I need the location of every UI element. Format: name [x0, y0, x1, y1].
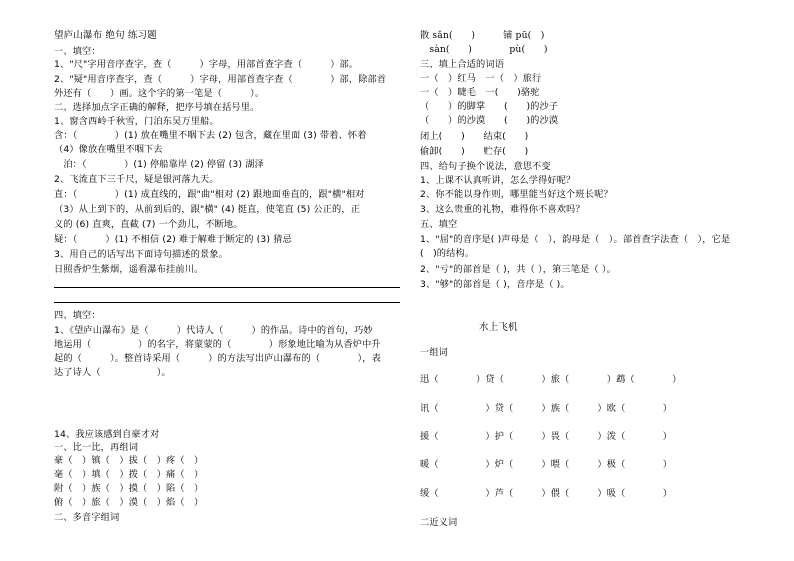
section-heading: 四、给句子换个说法，意思不变	[420, 161, 551, 172]
question-line: 1、《望庐山瀑布》是（ ）代诗人（ ）的作品。诗中的首句，巧妙	[54, 325, 373, 336]
fill-row: 一（ ）红马 一（ ）旅行	[420, 73, 542, 84]
question-line: 2、"亏"的部首是（ )，共（ ），第三笔是（ ）。	[420, 264, 616, 275]
worksheet-title: 望庐山瀑布 绝句 练习题	[54, 30, 157, 41]
word-row: 附（ ）族（ ）摸（ ）陷（ ）	[54, 483, 204, 494]
question-line: 地运用（ ）的名字，将蒙蒙的（ ）形象地比喻为从香炉中升	[54, 339, 381, 350]
word-row: 豪（ ）镇（ ）拔（ ）疼（ ）	[54, 455, 204, 466]
section-heading: 一、填空：	[54, 46, 101, 57]
section-heading: 四、填空：	[54, 310, 101, 321]
sentence-line: 3、这么贵重的礼物，难得你不喜欢吗？	[420, 204, 585, 215]
word-row: 援（ ）护（ ）畏（ ）泼（ ）	[420, 431, 673, 442]
answer-rule	[54, 287, 400, 288]
word-row: 讯（ ）贷（ ）族（ ）欧（ ）	[420, 403, 673, 414]
poem-line: 2、飞流直下三千尺，疑是银河落九天。	[54, 174, 219, 185]
question-line: 3、用自己的话写出下面诗句描述的景象。	[54, 249, 229, 260]
pinyin-row: 散 sǎn( ) 铺 pū( )	[420, 30, 545, 41]
question-line: （3）从上到下的，从前到后的，跟"横" (4) 挺直，使笔直 (5) 公正的，正	[54, 204, 361, 215]
question-line: 直：（ ）(1) 成直线的，跟"曲"相对 (2) 跟地面垂直的，跟"横"相对	[54, 189, 365, 200]
poem-line: 日照香炉生紫烟，遥看瀑布挂前川。	[54, 264, 204, 275]
pinyin-row: sàn( ) pù( )	[420, 44, 548, 55]
section-heading: 二近义词	[420, 517, 458, 528]
question-line: 达了诗人（ ）。	[54, 367, 171, 378]
sentence-line: 1、上课不认真听讲，怎么学得好呢？	[420, 175, 576, 186]
section-heading: 五、填空	[420, 219, 458, 230]
question-line: 义的 (6) 直爽，直截 (7) 一个劲儿，不断地。	[54, 219, 243, 230]
word-row: 缓（ ）芦（ ）偎（ ）吸（ ）	[420, 488, 673, 499]
word-row: 俯（ ）旅（ ）漠（ ）焰（ ）	[54, 497, 204, 508]
fill-row: 偷卸( ) 贮存( )	[420, 146, 529, 157]
question-line: ( )的结构。	[420, 248, 475, 259]
fill-row: 一（ ）睫毛 一( )骆驼	[420, 87, 540, 98]
sentence-line: 2、你不能以身作则，哪里能当好这个班长呢？	[420, 189, 613, 200]
word-row: 暖（ ）炉（ ）喂（ ）极（ ）	[420, 459, 673, 470]
word-row: 毫（ ）填（ ）拨（ ）痛（ ）	[54, 469, 204, 480]
fill-row: 闭上( ) 结束( )	[420, 131, 529, 142]
question-line: 起的（ ）。整首诗采用（ ）的方法写出庐山瀑布的（ ），表	[54, 353, 381, 364]
question-line: 2、"疑"用音序查字，查（ ）字母，用部首查字查（ ）部，除部首	[54, 74, 387, 85]
answer-rule	[54, 302, 400, 303]
section-heading: 三、填上合适的词语	[420, 59, 505, 70]
question-line: 外还有（ ）画。这个字的第一笔是（ ）。	[54, 88, 265, 99]
right-column	[410, 0, 794, 561]
fill-row: （ ）的脚掌 ( )的沙子	[420, 101, 559, 112]
question-line: （4）像放在嘴里不咽下去	[54, 144, 163, 155]
question-line: 1、"尺"字用音序查字，查（ ）字母，用部首查字查（ ）部。	[54, 59, 359, 70]
section-heading: 一组词	[420, 347, 449, 358]
question-line: 含：（ ）(1) 放在嘴里不咽下去 (2) 包含，藏在里面 (3) 带着、怀着	[54, 130, 367, 141]
question-line: 疑：（ ）(1) 不相信 (2) 难于解难于断定的 (3) 猜忌	[54, 234, 292, 245]
section-heading: 二、多音字组词	[54, 512, 120, 523]
section-heading: 二、选择加点字正确的解释，把序号填在括号里。	[54, 102, 260, 113]
word-row: 迅（ ）贷（ ）旅（ ）鹉（ ）	[420, 374, 682, 385]
poem-line: 1、窗含西岭千秋雪，门泊东吴万里船。	[54, 116, 219, 127]
lesson-title: 水上飞机	[479, 322, 518, 333]
section-heading: 一、比一比，再组词	[54, 442, 139, 453]
question-line: 3、"够"的部首是（ )，音序是（ )。	[420, 279, 570, 290]
question-line: 泊：（ ）(1) 停船靠岸 (2) 停留 (3) 湖泽	[54, 159, 264, 170]
question-line: 1、"屈"的音序是( )声母是（ ），韵母是（ ）。部首查字法查（ ），它是	[420, 234, 731, 245]
fill-row: （ ）的沙漠 ( )的沙漠	[420, 115, 559, 126]
lesson-title: 14、我应该感到自豪才对	[54, 429, 160, 440]
